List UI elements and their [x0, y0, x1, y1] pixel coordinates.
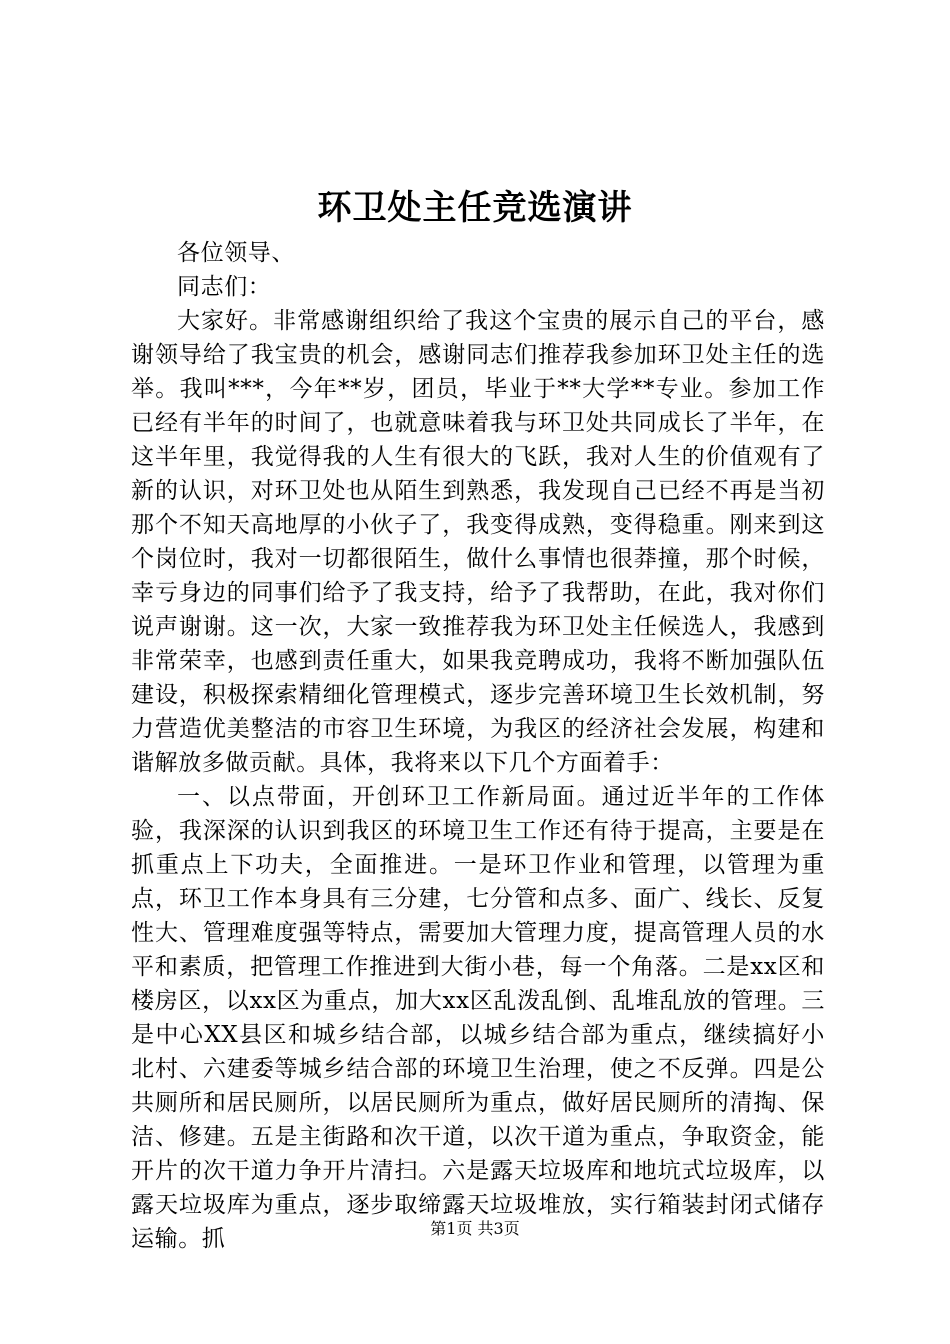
- greeting-leaders: 各位领导、: [177, 240, 295, 266]
- page-footer: 第1页 共3页: [430, 1219, 520, 1238]
- page-title: 环卫处主任竞选演讲: [317, 188, 633, 228]
- greeting-comrades: 同志们：: [177, 274, 272, 300]
- document-body: [131, 236, 825, 1256]
- paragraph-point-one: 一、以点带面，开创环卫工作新局面。通过近半年的工作体验，我深深的认识到我区的环境卫生工作还有待于提高，主要是在抓重点上下功夫，全面推进。一是环卫作业和管理，以管理为重点，环卫工作本身具有三分建，七分管和点多、面广、线长、反复性大、管理难度强等特点，需要加大管理力度，提高管理人员的水平和素质，把管理工作推进到大街小巷，每一个角落。二是xx区和楼房区，以xx区为重点，加大xx区乱泼乱倒、乱堆乱放的管理。三是中心XX县区和城乡结合部，以城乡结合部为重点，继续搞好小北村、六建委等城乡结合部的环境卫生治理，使之不反弹。四是公共厕所和居民厕所，以居民厕所为重点，做好居民厕所的清掏、保洁、修建。五是主街路和次干道，以次干道为重点，争取资金，能开片的次干道力争开片清扫。六是露天垃圾库和地坑式垃圾库，以露天垃圾库为重点，逐步取缔露天垃圾堆放，实行箱装封闭式储存运输。抓: [131, 784, 825, 1252]
- paragraph-intro: 大家好。非常感谢组织给了我这个宝贵的展示自己的平台，感谢领导给了我宝贵的机会，感谢同志们推荐我参加环卫处主任的选举。我叫***，今年**岁，团员，毕业于**大学**专业。参加工作已经有半年的时间了，也就意味着我与环卫处共同成长了半年，在这半年里，我觉得我的人生有很大的飞跃，我对人生的价值观有了新的认识，对环卫处也从陌生到熟悉，我发现自己已经不再是当初那个不知天高地厚的小伙子了，我变得成熟，变得稳重。刚来到这个岗位时，我对一切都很陌生，做什么事情也很莽撞，那个时候，幸亏身边的同事们给予了我支持，给予了我帮助，在此，我对你们说声谢谢。这一次，大家一致推荐我为环卫处主任候选人，我感到非常荣幸，也感到责任重大，如果我竞聘成功，我将不断加强队伍建设，积极探索精细化管理模式，逐步完善环境卫生长效机制，努力营造优美整洁的市容卫生环境，为我区的经济社会发展，构建和谐解放多做贡献。具体，我将来以下几个方面着手：: [131, 308, 825, 776]
